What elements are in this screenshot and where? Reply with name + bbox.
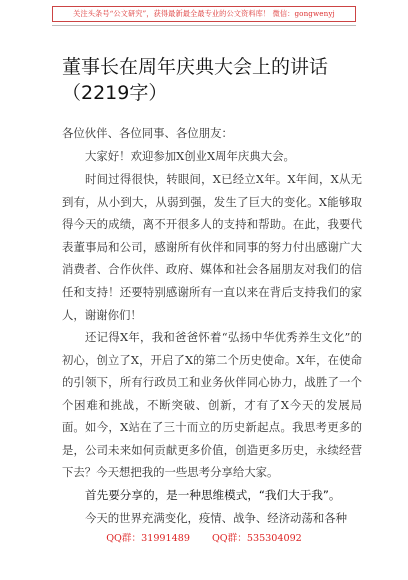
header-divider — [52, 25, 356, 26]
footer-contact — [0, 530, 408, 544]
paragraph-thanks: 时间过得很快，转眼间，X已经立X年。X年间，X从无到有，从小到大，从弱到强，发生了巨大的变化。X能够取得今天的成绩，离不开很多人的支持和帮助。在此，我要代表董事局和公司，感谢所有伙伴和同事的努力付出感谢广大消费者、合作伙伴、政府、媒体和社会各届朋友对我们的信任和支持！还要特别感谢所有一直以来在背后支持我们的家人，谢谢你们！ — [62, 172, 362, 322]
paragraph-greeting: 大家好！欢迎参加X创业X周年庆典大会。 — [85, 149, 295, 163]
header-banner-text: 关注头条号“公文研究”，获得最新最全最专业的公文资料库！ 微信：gongwenyj — [73, 9, 335, 18]
paragraph-history: 还记得X年，我和爸爸怀着“弘扬中华优秀养生文化”的初心，创立了X，开启了X的第二个历史使命。X年，在使命的引领下，所有行政员工和业务伙伴同心协力，战胜了一个个困难和挑战，不断突破、创新，才有了X今天的发展局面。 — [62, 330, 362, 435]
footer-qq-group-2: QQ群：535304092 — [211, 533, 302, 544]
header-banner — [52, 6, 356, 22]
bold-heading-line: 首先要分享的，是一种思维模式，“我们大于我”。 — [85, 488, 341, 502]
paragraph-future: 如今，X站在了三十而立的历史新起点。我思考更多的是，公司未来如何贡献更多价值，创造更多历史，永续经营下去？今天想把我的一些思考分享给大家。 — [62, 420, 362, 480]
salutation: 各位伙伴、各位同事、各位朋友： — [62, 126, 233, 140]
footer-qq-group-1: QQ群：31991489 — [106, 533, 190, 544]
document-title: 董事长在周年庆典大会上的讲话（2219字） — [62, 56, 329, 104]
paragraph-world: 今天的世界充满变化，疫情、战争、经济动荡和各种 — [85, 511, 347, 525]
